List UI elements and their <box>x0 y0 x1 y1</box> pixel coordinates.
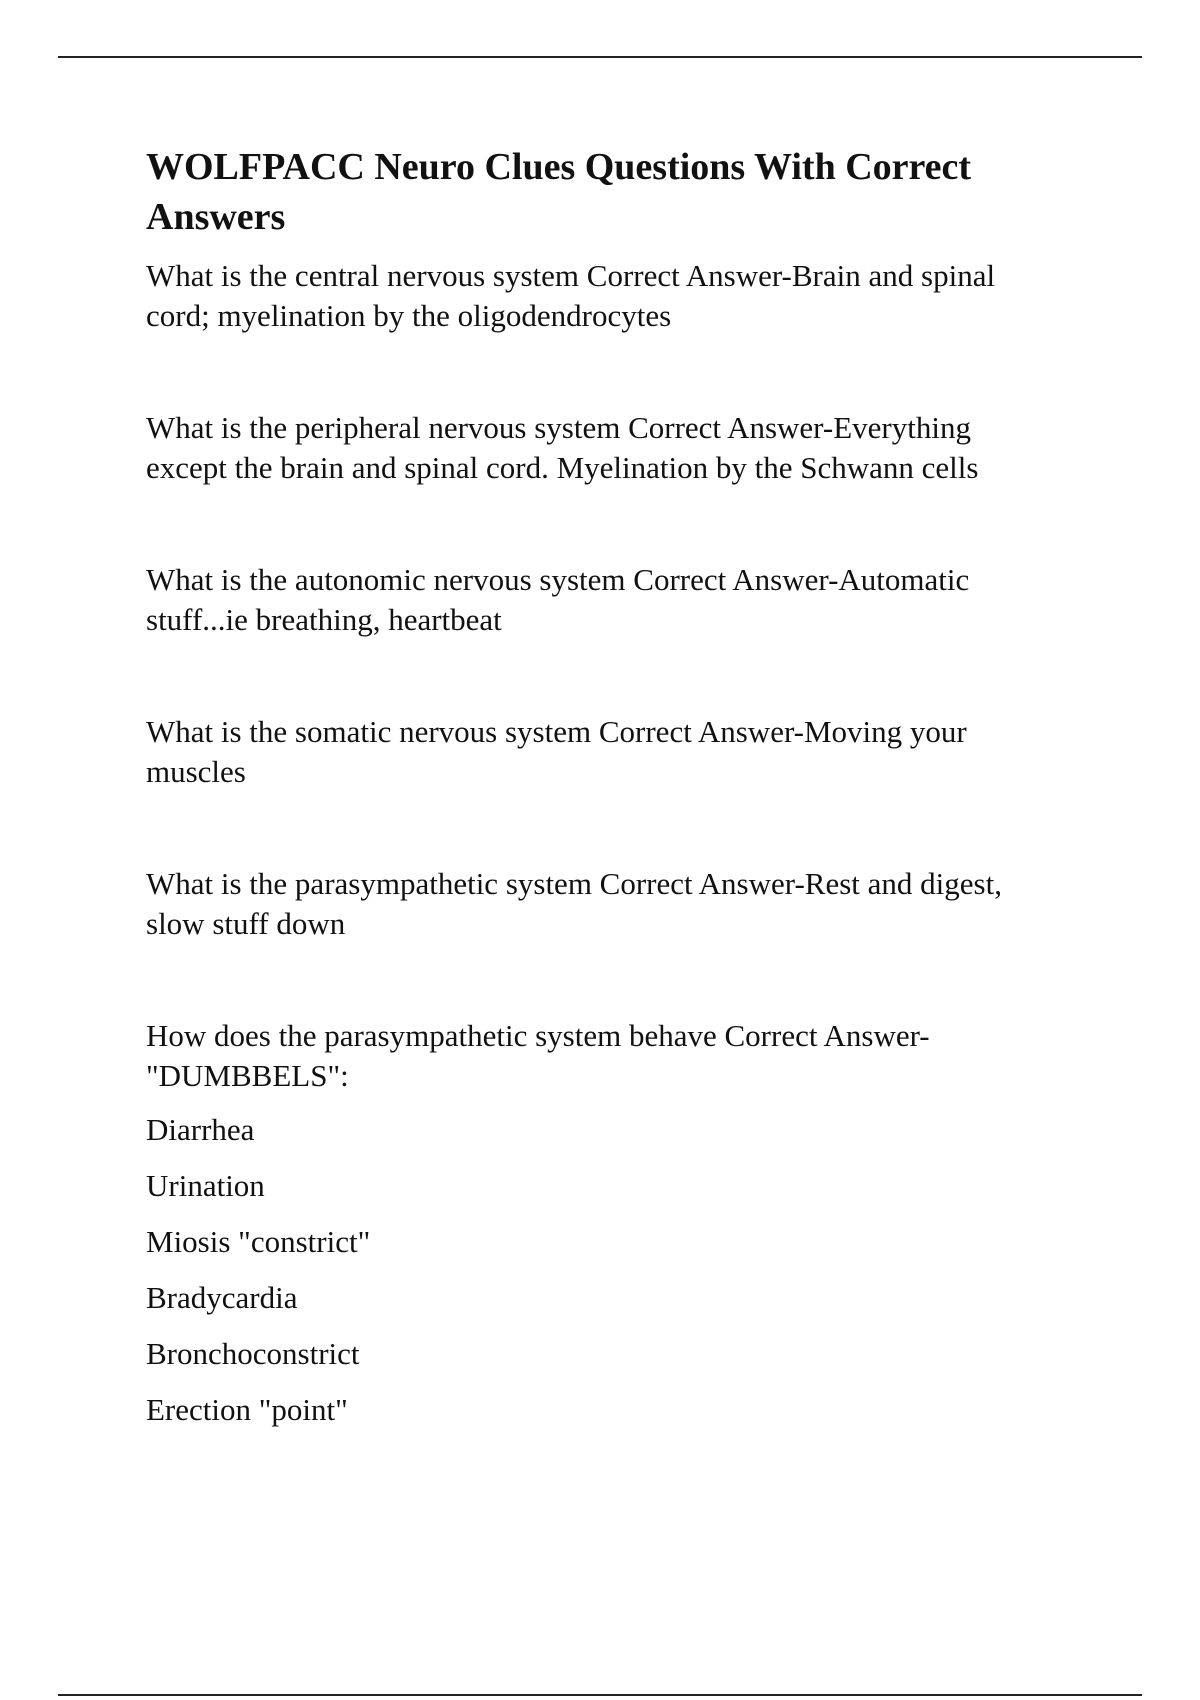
qa-item-parasympathetic-system: What is the parasympathetic system Correct Answer-Rest and digest, slow stuff down <box>146 866 1002 941</box>
mnemonic-item-bradycardia: Bradycardia <box>146 1280 298 1315</box>
mnemonic-item-miosis: Miosis "constrict" <box>146 1224 371 1259</box>
dumbbels-mnemonic-list <box>146 1110 1046 1430</box>
qa-item-central-nervous-system: What is the central nervous system Correct Answer-Brain and spinal cord; myelination by the oligodendrocytes <box>146 258 996 333</box>
qa-item-parasympathetic-behavior: How does the parasympathetic system behave Correct Answer-"DUMBBELS": <box>146 1018 930 1093</box>
mnemonic-item-erection: Erection "point" <box>146 1392 348 1427</box>
top-divider <box>58 56 1142 58</box>
document-body <box>146 142 1046 1446</box>
qa-item-peripheral-nervous-system: What is the peripheral nervous system Correct Answer-Everything except the brain and spinal cord. Myelination by the Schwann cells <box>146 410 979 485</box>
mnemonic-item-diarrhea: Diarrhea <box>146 1112 255 1147</box>
mnemonic-item-bronchoconstrict: Bronchoconstrict <box>146 1336 360 1371</box>
bottom-divider <box>58 1694 1142 1696</box>
document-title: WOLFPACC Neuro Clues Questions With Correct Answers <box>146 146 972 238</box>
qa-item-somatic-nervous-system: What is the somatic nervous system Correct Answer-Moving your muscles <box>146 714 967 789</box>
qa-item-autonomic-nervous-system: What is the autonomic nervous system Correct Answer-Automatic stuff...ie breathing, heartbeat <box>146 562 970 637</box>
mnemonic-item-urination: Urination <box>146 1168 265 1203</box>
